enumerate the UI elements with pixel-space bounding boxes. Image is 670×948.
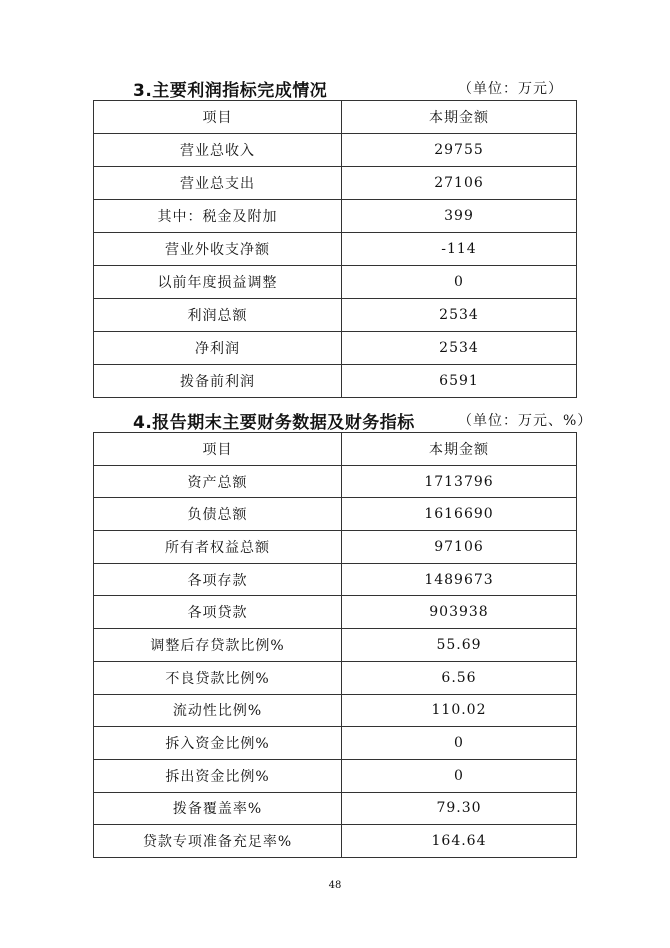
- table-header-row: [94, 101, 577, 134]
- table-row: [94, 167, 577, 200]
- item-cell: 贷款专项准备充足率%: [94, 825, 342, 858]
- item-cell: 营业外收支净额: [94, 233, 342, 266]
- item-cell: 拨备前利润: [94, 365, 342, 398]
- amount-cell: 97106: [342, 531, 577, 564]
- item-cell: 净利润: [94, 332, 342, 365]
- table-row: [94, 825, 577, 858]
- section3-unit: （单位：万元）: [458, 81, 563, 97]
- amount-cell: 0: [342, 266, 577, 299]
- amount-cell: 6591: [342, 365, 577, 398]
- item-cell: 负债总额: [94, 498, 342, 531]
- section3-title: 3.主要利润指标完成情况: [133, 81, 328, 101]
- amount-cell: 903938: [342, 596, 577, 629]
- table-row: [94, 661, 577, 694]
- table-row: [94, 266, 577, 299]
- item-cell: 资产总额: [94, 465, 342, 498]
- table-row: [94, 465, 577, 498]
- header-amount: 本期金额: [342, 101, 577, 134]
- item-cell: 各项贷款: [94, 596, 342, 629]
- item-cell: 营业总收入: [94, 134, 342, 167]
- amount-cell: 1713796: [342, 465, 577, 498]
- item-cell: 拨备覆盖率%: [94, 792, 342, 825]
- item-cell: 不良贷款比例%: [94, 661, 342, 694]
- item-cell: 营业总支出: [94, 167, 342, 200]
- amount-cell: 1616690: [342, 498, 577, 531]
- table-row: [94, 200, 577, 233]
- section4-title: 4.报告期末主要财务数据及财务指标: [133, 413, 415, 433]
- amount-cell: 29755: [342, 134, 577, 167]
- table-row: [94, 299, 577, 332]
- item-cell: 拆出资金比例%: [94, 759, 342, 792]
- table-row: [94, 629, 577, 662]
- header-item: 项目: [94, 433, 342, 466]
- item-cell: 各项存款: [94, 563, 342, 596]
- amount-cell: 110.02: [342, 694, 577, 727]
- amount-cell: 6.56: [342, 661, 577, 694]
- item-cell: 流动性比例%: [94, 694, 342, 727]
- table-row: [94, 134, 577, 167]
- item-cell: 利润总额: [94, 299, 342, 332]
- table-row: [94, 694, 577, 727]
- page-number: 48: [328, 880, 342, 891]
- amount-cell: -114: [342, 233, 577, 266]
- amount-cell: 2534: [342, 299, 577, 332]
- table-header-row: [94, 433, 577, 466]
- amount-cell: 0: [342, 727, 577, 760]
- table-row: [94, 792, 577, 825]
- item-cell: 拆入资金比例%: [94, 727, 342, 760]
- amount-cell: 55.69: [342, 629, 577, 662]
- header-item: 项目: [94, 101, 342, 134]
- table-row: [94, 365, 577, 398]
- amount-cell: 164.64: [342, 825, 577, 858]
- amount-cell: 399: [342, 200, 577, 233]
- table-row: [94, 233, 577, 266]
- table-row: [94, 563, 577, 596]
- amount-cell: 0: [342, 759, 577, 792]
- item-cell: 其中：税金及附加: [94, 200, 342, 233]
- table-row: [94, 727, 577, 760]
- table-row: [94, 531, 577, 564]
- amount-cell: 27106: [342, 167, 577, 200]
- item-cell: 调整后存贷款比例%: [94, 629, 342, 662]
- table-row: [94, 596, 577, 629]
- header-amount: 本期金额: [342, 433, 577, 466]
- table-row: [94, 759, 577, 792]
- amount-cell: 2534: [342, 332, 577, 365]
- financial-indicators-table: [93, 432, 577, 858]
- section4-unit: （单位：万元、%）: [458, 413, 593, 429]
- table-row: [94, 498, 577, 531]
- item-cell: 以前年度损益调整: [94, 266, 342, 299]
- profit-indicators-table: [93, 100, 577, 398]
- amount-cell: 1489673: [342, 563, 577, 596]
- amount-cell: 79.30: [342, 792, 577, 825]
- item-cell: 所有者权益总额: [94, 531, 342, 564]
- table-row: [94, 332, 577, 365]
